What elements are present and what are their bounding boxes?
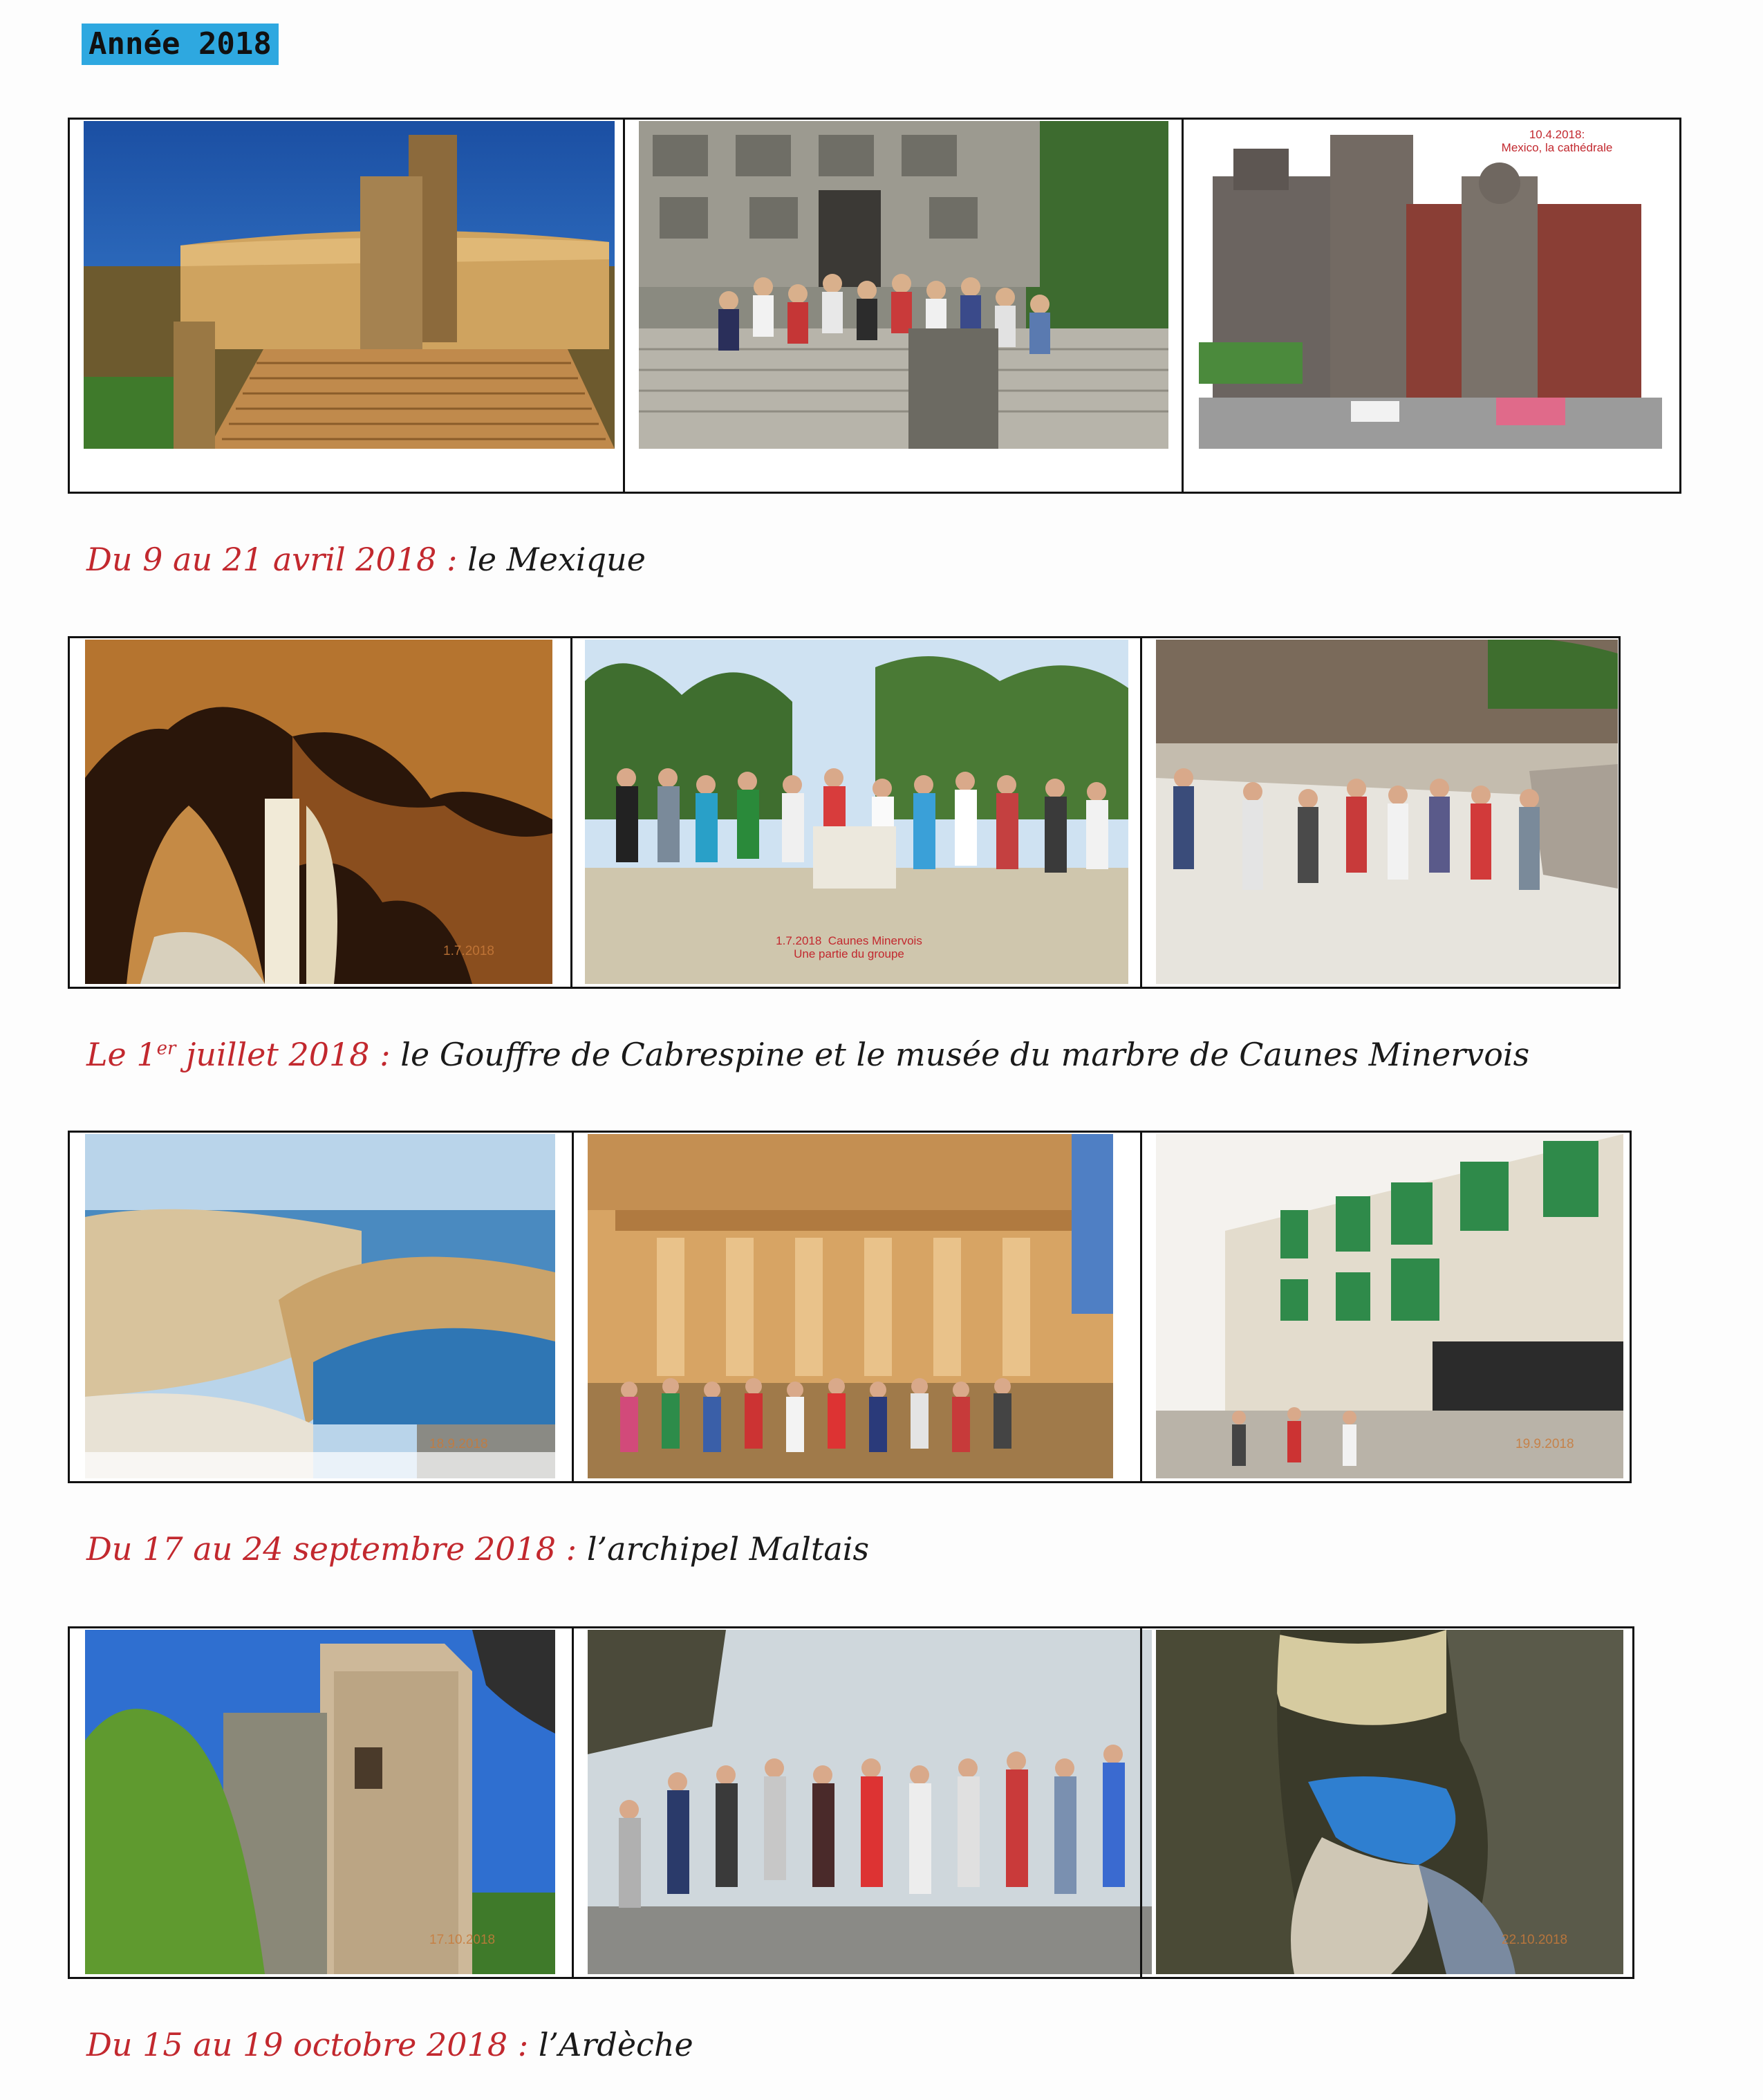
- photo-frame: [1140, 638, 1616, 987]
- photo-overlay-text: 10.4.2018: Mexico, la cathédrale: [1501, 128, 1613, 154]
- trip-caption: [86, 541, 646, 578]
- photo-date-stamp: 19.9.2018: [1515, 1437, 1574, 1451]
- trip-caption: [86, 1036, 1529, 1073]
- photo-frame: [70, 120, 623, 492]
- photo-row-ardeche: [68, 1626, 1634, 1979]
- group-forest-photo: [585, 640, 1128, 984]
- photo-frame: [1140, 1133, 1627, 1481]
- tower-photo: [85, 1630, 555, 1974]
- monument-photo: [84, 121, 615, 449]
- street-photo: [1156, 1134, 1623, 1478]
- trip-place: le Gouffre de Cabrespine et le musée du marbre de Caunes Minervois: [400, 1036, 1530, 1073]
- photo-frame: [70, 638, 570, 987]
- trip-place: le Mexique: [467, 541, 646, 578]
- trip-place: l’Ardèche: [538, 2026, 693, 2063]
- trip-date: Du 15 au 19 octobre 2018 :: [86, 2026, 529, 2063]
- cathedral-photo: [1199, 121, 1662, 449]
- photo-frame: [1182, 120, 1677, 492]
- group-outdoor-photo: [588, 1630, 1152, 1974]
- trip-date: Du 17 au 24 septembre 2018 :: [86, 1530, 577, 1568]
- photo-date-stamp: 18.9.2018: [429, 1437, 488, 1451]
- church-group-photo: [588, 1134, 1113, 1478]
- group-ruins-photo: [639, 121, 1168, 449]
- photo-frame: [572, 1628, 1142, 1977]
- quarry-photo: [1156, 640, 1618, 984]
- photo-frame: [1140, 1628, 1630, 1977]
- photo-overlay-text: 1.7.2018 Caunes Minervois Une partie du groupe: [776, 934, 922, 960]
- photo-row-cabrespine: [68, 636, 1621, 989]
- photo-frame: [70, 1133, 572, 1481]
- trip-date: Le 1er juillet 2018 :: [86, 1036, 391, 1073]
- photo-frame: [623, 120, 1184, 492]
- trip-place: l’archipel Maltais: [586, 1530, 870, 1568]
- photo-frame: [570, 638, 1142, 987]
- trip-caption: [86, 1530, 869, 1568]
- photo-frame: [70, 1628, 572, 1977]
- gorge-photo: [1156, 1630, 1623, 1974]
- trip-date: Du 9 au 21 avril 2018 :: [86, 541, 458, 578]
- photo-date-stamp: 17.10.2018: [429, 1933, 496, 1947]
- year-label: Année 2018: [82, 24, 279, 65]
- photo-row-mexique: [68, 118, 1681, 494]
- photo-date-stamp: 22.10.2018: [1502, 1933, 1568, 1947]
- trip-caption: [86, 2026, 693, 2063]
- harbour-photo: [85, 1134, 555, 1478]
- photo-date-stamp: 1.7.2018: [443, 944, 494, 958]
- photo-row-malte: [68, 1131, 1632, 1483]
- cave-photo: [85, 640, 552, 984]
- photo-frame: [572, 1133, 1142, 1481]
